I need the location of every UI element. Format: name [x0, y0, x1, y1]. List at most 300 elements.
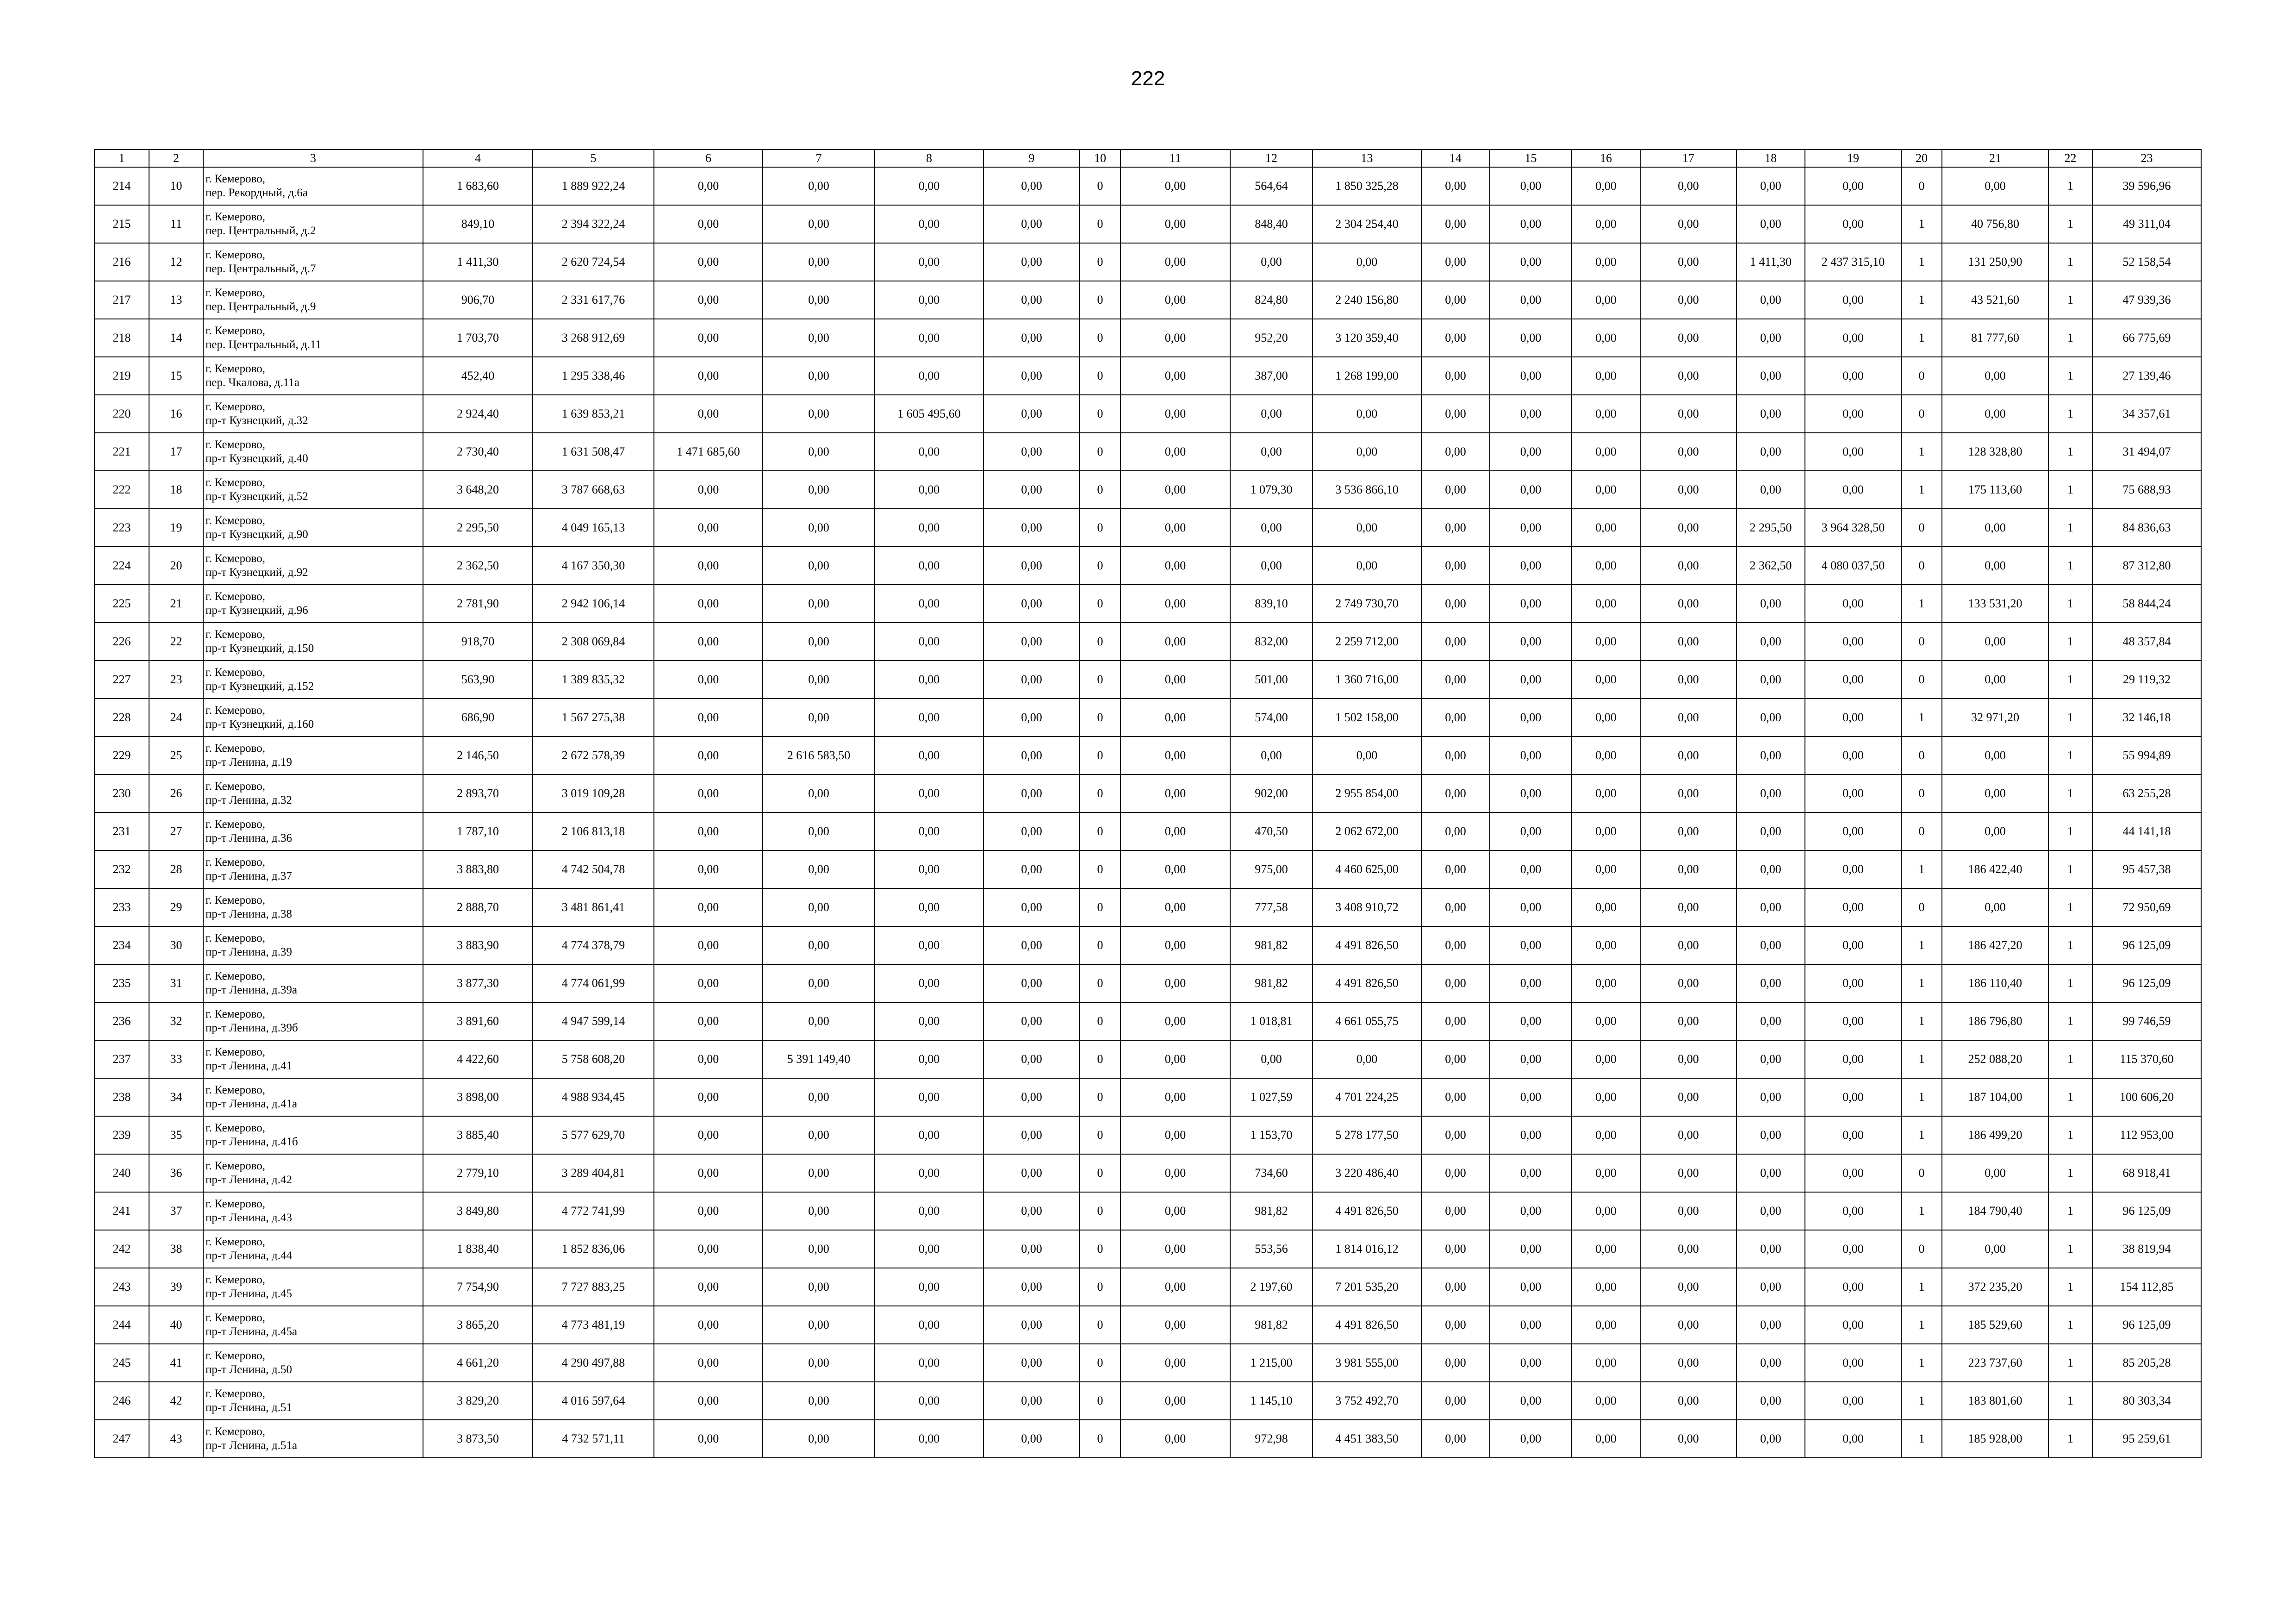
column-header: 11 — [1120, 150, 1230, 167]
table-cell: 0,00 — [1805, 1154, 1901, 1192]
table-cell: 0,00 — [1120, 737, 1230, 775]
table-cell: 75 688,93 — [2092, 471, 2201, 509]
table-cell: 832,00 — [1230, 623, 1313, 661]
table-cell: 0,00 — [1805, 1192, 1901, 1230]
table-cell: 0,00 — [1572, 623, 1640, 661]
table-cell: 0,00 — [1490, 1306, 1572, 1344]
table-cell: 240 — [94, 1154, 149, 1192]
table-cell: 0,00 — [1313, 509, 1421, 547]
table-cell: 218 — [94, 319, 149, 357]
table-cell: 1 — [2048, 205, 2092, 243]
table-cell: 1 — [2048, 1344, 2092, 1382]
address-cell: г. Кемерово, пер. Центральный, д.11 — [203, 319, 423, 357]
table-cell: 1 — [2048, 1154, 2092, 1192]
table-cell: 0,00 — [654, 243, 763, 281]
table-cell: 115 370,60 — [2092, 1040, 2201, 1078]
table-cell: 0,00 — [1490, 1116, 1572, 1154]
table-cell: 186 422,40 — [1942, 850, 2048, 888]
table-cell: 0,00 — [1572, 433, 1640, 471]
table-cell: 40 — [149, 1306, 203, 1344]
table-row — [94, 471, 2201, 509]
table-cell: 0,00 — [1736, 1078, 1805, 1116]
table-cell: 230 — [94, 775, 149, 812]
table-cell: 0,00 — [1805, 812, 1901, 850]
table-row — [94, 1002, 2201, 1040]
table-cell: 222 — [94, 471, 149, 509]
table-cell: 981,82 — [1230, 926, 1313, 964]
table-cell: 0,00 — [1490, 850, 1572, 888]
table-cell: 0,00 — [875, 661, 983, 699]
table-cell: 0,00 — [983, 1268, 1080, 1306]
table-cell: 1 852 836,06 — [533, 1230, 654, 1268]
table-cell: 35 — [149, 1116, 203, 1154]
table-cell: 0,00 — [763, 623, 875, 661]
table-cell: 3 883,80 — [423, 850, 533, 888]
table-row — [94, 243, 2201, 281]
table-cell: 0,00 — [654, 1116, 763, 1154]
table-cell: 0,00 — [983, 775, 1080, 812]
table-cell: 0,00 — [1736, 1344, 1805, 1382]
table-cell: 4 491 826,50 — [1313, 1306, 1421, 1344]
table-cell: 0,00 — [1421, 1268, 1490, 1306]
table-cell: 0,00 — [1805, 699, 1901, 737]
table-cell: 252 088,20 — [1942, 1040, 2048, 1078]
table-cell: 39 — [149, 1268, 203, 1306]
table-cell: 0,00 — [1490, 964, 1572, 1002]
table-cell: 981,82 — [1230, 1306, 1313, 1344]
table-cell: 0,00 — [983, 1306, 1080, 1344]
table-cell: 0,00 — [1572, 1230, 1640, 1268]
table-cell: 27 139,46 — [2092, 357, 2201, 395]
table-cell: 7 201 535,20 — [1313, 1268, 1421, 1306]
table-cell: 0,00 — [763, 1192, 875, 1230]
table-row — [94, 1268, 2201, 1306]
table-cell: 49 311,04 — [2092, 205, 2201, 243]
table-cell: 918,70 — [423, 623, 533, 661]
table-cell: 5 278 177,50 — [1313, 1116, 1421, 1154]
table-cell: 1 — [1901, 205, 1942, 243]
table-cell: 1 — [2048, 585, 2092, 623]
address-cell: г. Кемерово, пр-т Ленина, д.41а — [203, 1078, 423, 1116]
table-cell: 0,00 — [1490, 547, 1572, 585]
table-cell: 1 — [2048, 964, 2092, 1002]
table-cell: 0,00 — [1640, 585, 1736, 623]
table-cell: 7 727 883,25 — [533, 1268, 654, 1306]
table-cell: 1 838,40 — [423, 1230, 533, 1268]
table-cell: 217 — [94, 281, 149, 319]
table-cell: 4 732 571,11 — [533, 1420, 654, 1458]
table-cell: 1 — [2048, 775, 2092, 812]
address-cell: г. Кемерово, пр-т Ленина, д.19 — [203, 737, 423, 775]
column-header: 23 — [2092, 150, 2201, 167]
table-cell: 0,00 — [1736, 1268, 1805, 1306]
table-cell: 1 268 199,00 — [1313, 357, 1421, 395]
column-header: 21 — [1942, 150, 2048, 167]
table-cell: 14 — [149, 319, 203, 357]
table-cell: 31 — [149, 964, 203, 1002]
table-cell: 68 918,41 — [2092, 1154, 2201, 1192]
column-header: 15 — [1490, 150, 1572, 167]
column-header: 14 — [1421, 150, 1490, 167]
table-row — [94, 1344, 2201, 1382]
column-header: 9 — [983, 150, 1080, 167]
table-cell: 0,00 — [983, 395, 1080, 433]
table-cell: 0,00 — [1490, 812, 1572, 850]
table-cell: 0,00 — [1120, 1230, 1230, 1268]
table-cell: 0,00 — [1490, 395, 1572, 433]
table-cell: 0,00 — [1572, 1002, 1640, 1040]
table-cell: 241 — [94, 1192, 149, 1230]
table-cell: 0,00 — [1736, 281, 1805, 319]
table-cell: 186 499,20 — [1942, 1116, 2048, 1154]
table-cell: 0,00 — [875, 888, 983, 926]
table-cell: 1 215,00 — [1230, 1344, 1313, 1382]
table-cell: 0,00 — [1490, 1268, 1572, 1306]
table-cell: 30 — [149, 926, 203, 964]
table-cell: 0,00 — [763, 281, 875, 319]
table-row — [94, 281, 2201, 319]
table-cell: 0,00 — [1736, 888, 1805, 926]
address-cell: г. Кемерово, пр-т Ленина, д.42 — [203, 1154, 423, 1192]
table-cell: 0,00 — [1120, 1078, 1230, 1116]
table-cell: 1 — [2048, 433, 2092, 471]
table-cell: 3 787 668,63 — [533, 471, 654, 509]
table-cell: 0,00 — [1942, 888, 2048, 926]
table-cell: 0,00 — [1736, 661, 1805, 699]
table-cell: 3 883,90 — [423, 926, 533, 964]
table-cell: 3 873,50 — [423, 1420, 533, 1458]
table-cell: 0,00 — [875, 1420, 983, 1458]
table-row — [94, 926, 2201, 964]
table-cell: 1 502 158,00 — [1313, 699, 1421, 737]
table-cell: 186 110,40 — [1942, 964, 2048, 1002]
table-cell: 3 752 492,70 — [1313, 1382, 1421, 1420]
table-cell: 0,00 — [1736, 1306, 1805, 1344]
table-cell: 39 596,96 — [2092, 167, 2201, 205]
table-cell: 0,00 — [1736, 812, 1805, 850]
table-cell: 0,00 — [763, 850, 875, 888]
table-cell: 4 661,20 — [423, 1344, 533, 1382]
table-cell: 0 — [1080, 661, 1120, 699]
column-header: 6 — [654, 150, 763, 167]
table-cell: 0,00 — [1120, 243, 1230, 281]
table-cell: 0 — [1901, 357, 1942, 395]
table-cell: 0,00 — [1805, 471, 1901, 509]
table-cell: 1 471 685,60 — [654, 433, 763, 471]
table-cell: 0,00 — [1640, 1268, 1736, 1306]
table-cell: 0,00 — [1805, 281, 1901, 319]
table-cell: 0,00 — [1736, 737, 1805, 775]
table-cell: 84 836,63 — [2092, 509, 2201, 547]
table-cell: 183 801,60 — [1942, 1382, 2048, 1420]
table-cell: 0,00 — [654, 623, 763, 661]
table-cell: 0,00 — [654, 699, 763, 737]
address-cell: г. Кемерово, пр-т Ленина, д.32 — [203, 775, 423, 812]
column-header: 22 — [2048, 150, 2092, 167]
table-cell: 72 950,69 — [2092, 888, 2201, 926]
table-cell: 184 790,40 — [1942, 1192, 2048, 1230]
table-row — [94, 1230, 2201, 1268]
table-cell: 0,00 — [1640, 319, 1736, 357]
table-cell: 0,00 — [983, 964, 1080, 1002]
table-cell: 0,00 — [763, 547, 875, 585]
table-cell: 38 819,94 — [2092, 1230, 2201, 1268]
table-cell: 0,00 — [875, 699, 983, 737]
table-cell: 19 — [149, 509, 203, 547]
table-cell: 4 290 497,88 — [533, 1344, 654, 1382]
table-cell: 0,00 — [875, 1002, 983, 1040]
table-cell: 1 — [2048, 737, 2092, 775]
table-cell: 0,00 — [654, 509, 763, 547]
table-row — [94, 1040, 2201, 1078]
table-cell: 0,00 — [1572, 1116, 1640, 1154]
table-cell: 0,00 — [983, 509, 1080, 547]
table-cell: 0,00 — [875, 433, 983, 471]
table-cell: 0,00 — [1942, 357, 2048, 395]
table-row — [94, 1420, 2201, 1458]
table-cell: 243 — [94, 1268, 149, 1306]
table-cell: 0,00 — [1572, 1040, 1640, 1078]
table-cell: 0,00 — [1421, 1040, 1490, 1078]
table-cell: 228 — [94, 699, 149, 737]
table-cell: 2 888,70 — [423, 888, 533, 926]
table-cell: 237 — [94, 1040, 149, 1078]
table-cell: 2 616 583,50 — [763, 737, 875, 775]
table-cell: 0,00 — [1490, 585, 1572, 623]
table-cell: 0,00 — [1805, 850, 1901, 888]
table-cell: 1 — [2048, 167, 2092, 205]
table-cell: 0,00 — [1640, 1420, 1736, 1458]
table-cell: 0,00 — [763, 585, 875, 623]
table-cell: 3 481 861,41 — [533, 888, 654, 926]
table-cell: 0,00 — [1572, 1268, 1640, 1306]
table-cell: 0,00 — [1230, 737, 1313, 775]
table-cell: 0,00 — [983, 471, 1080, 509]
table-cell: 0,00 — [654, 737, 763, 775]
table-cell: 96 125,09 — [2092, 1306, 2201, 1344]
table-cell: 44 141,18 — [2092, 812, 2201, 850]
table-cell: 43 521,60 — [1942, 281, 2048, 319]
table-cell: 0,00 — [1120, 1040, 1230, 1078]
table-cell: 452,40 — [423, 357, 533, 395]
table-cell: 0,00 — [1942, 1230, 2048, 1268]
table-cell: 3 964 328,50 — [1805, 509, 1901, 547]
table-cell: 0,00 — [1120, 1344, 1230, 1382]
table-cell: 12 — [149, 243, 203, 281]
table-cell: 1 605 495,60 — [875, 395, 983, 433]
table-cell: 1 — [1901, 926, 1942, 964]
table-cell: 0,00 — [875, 319, 983, 357]
table-cell: 0,00 — [1490, 509, 1572, 547]
table-cell: 0,00 — [654, 1268, 763, 1306]
table-cell: 0,00 — [1421, 547, 1490, 585]
address-cell: г. Кемерово, пр-т Ленина, д.41 — [203, 1040, 423, 1078]
table-cell: 2 781,90 — [423, 585, 533, 623]
table-cell: 185 529,60 — [1942, 1306, 2048, 1344]
table-cell: 0,00 — [654, 167, 763, 205]
column-header: 4 — [423, 150, 533, 167]
table-cell: 0,00 — [1572, 812, 1640, 850]
table-cell: 0,00 — [1640, 167, 1736, 205]
table-cell: 0,00 — [763, 699, 875, 737]
table-cell: 4 772 741,99 — [533, 1192, 654, 1230]
table-cell: 2 146,50 — [423, 737, 533, 775]
table-cell: 0,00 — [1640, 1040, 1736, 1078]
table-cell: 4 491 826,50 — [1313, 1192, 1421, 1230]
table-cell: 0,00 — [983, 1116, 1080, 1154]
table-cell: 133 531,20 — [1942, 585, 2048, 623]
table-cell: 0,00 — [1640, 623, 1736, 661]
table-row — [94, 699, 2201, 737]
table-cell: 0,00 — [875, 737, 983, 775]
table-cell: 21 — [149, 585, 203, 623]
table-cell: 232 — [94, 850, 149, 888]
table-cell: 1 — [1901, 699, 1942, 737]
table-cell: 0,00 — [1640, 926, 1736, 964]
table-cell: 1 — [1901, 1420, 1942, 1458]
table-cell: 2 362,50 — [1736, 547, 1805, 585]
table-cell: 849,10 — [423, 205, 533, 243]
table-cell: 0,00 — [763, 926, 875, 964]
table-cell: 154 112,85 — [2092, 1268, 2201, 1306]
table-cell: 2 240 156,80 — [1313, 281, 1421, 319]
table-cell: 17 — [149, 433, 203, 471]
table-cell: 0,00 — [1313, 1040, 1421, 1078]
table-cell: 0,00 — [1942, 395, 2048, 433]
table-cell: 1 — [2048, 888, 2092, 926]
table-cell: 4 742 504,78 — [533, 850, 654, 888]
table-cell: 0 — [1080, 319, 1120, 357]
address-cell: г. Кемерово, пр-т Кузнецкий, д.32 — [203, 395, 423, 433]
table-cell: 0,00 — [763, 471, 875, 509]
table-cell: 4 491 826,50 — [1313, 964, 1421, 1002]
table-cell: 0,00 — [1805, 1306, 1901, 1344]
table-cell: 0,00 — [983, 888, 1080, 926]
address-cell: г. Кемерово, пер. Центральный, д.9 — [203, 281, 423, 319]
table-cell: 0,00 — [1490, 1420, 1572, 1458]
table-cell: 0,00 — [1572, 1154, 1640, 1192]
table-cell: 0,00 — [875, 167, 983, 205]
table-row — [94, 1306, 2201, 1344]
table-cell: 0,00 — [1805, 433, 1901, 471]
table-cell: 0,00 — [1490, 281, 1572, 319]
table-cell: 0,00 — [654, 661, 763, 699]
table-cell: 972,98 — [1230, 1420, 1313, 1458]
table-cell: 0,00 — [1572, 395, 1640, 433]
table-cell: 0 — [1080, 850, 1120, 888]
table-cell: 839,10 — [1230, 585, 1313, 623]
table-cell: 0,00 — [1736, 167, 1805, 205]
table-cell: 0,00 — [1736, 357, 1805, 395]
table-cell: 1 — [1901, 964, 1942, 1002]
table-cell: 0,00 — [1490, 433, 1572, 471]
table-cell: 47 939,36 — [2092, 281, 2201, 319]
table-cell: 0,00 — [1805, 1040, 1901, 1078]
table-cell: 238 — [94, 1078, 149, 1116]
table-cell: 1 145,10 — [1230, 1382, 1313, 1420]
table-cell: 38 — [149, 1230, 203, 1268]
address-cell: г. Кемерово, пр-т Ленина, д.39 — [203, 926, 423, 964]
table-cell: 0,00 — [875, 812, 983, 850]
table-cell: 0,00 — [1230, 547, 1313, 585]
table-cell: 0,00 — [1421, 812, 1490, 850]
table-cell: 0,00 — [1313, 243, 1421, 281]
table-cell: 0,00 — [763, 964, 875, 1002]
table-cell: 0,00 — [875, 1078, 983, 1116]
table-cell: 0,00 — [1490, 205, 1572, 243]
table-cell: 0,00 — [1120, 1116, 1230, 1154]
table-cell: 0,00 — [654, 319, 763, 357]
table-cell: 0,00 — [763, 243, 875, 281]
table-cell: 0,00 — [763, 775, 875, 812]
table-cell: 242 — [94, 1230, 149, 1268]
table-cell: 906,70 — [423, 281, 533, 319]
table-cell: 0,00 — [1490, 1382, 1572, 1420]
table-cell: 4 080 037,50 — [1805, 547, 1901, 585]
table-cell: 0 — [1901, 812, 1942, 850]
table-cell: 4 661 055,75 — [1313, 1002, 1421, 1040]
table-cell: 2 955 854,00 — [1313, 775, 1421, 812]
table-cell: 0 — [1080, 1420, 1120, 1458]
table-cell: 1 — [2048, 547, 2092, 585]
table-row — [94, 623, 2201, 661]
table-row — [94, 1078, 2201, 1116]
table-cell: 2 620 724,54 — [533, 243, 654, 281]
table-cell: 0,00 — [1736, 585, 1805, 623]
table-cell: 0,00 — [1421, 623, 1490, 661]
table-row — [94, 964, 2201, 1002]
table-cell: 0,00 — [875, 1116, 983, 1154]
table-cell: 0,00 — [1421, 395, 1490, 433]
table-cell: 31 494,07 — [2092, 433, 2201, 471]
table-cell: 0,00 — [1490, 737, 1572, 775]
table-row — [94, 509, 2201, 547]
table-cell: 0,00 — [983, 357, 1080, 395]
table-cell: 58 844,24 — [2092, 585, 2201, 623]
table-cell: 0,00 — [875, 623, 983, 661]
table-cell: 0,00 — [1421, 1002, 1490, 1040]
table-cell: 0,00 — [1736, 623, 1805, 661]
column-header: 1 — [94, 150, 149, 167]
table-cell: 0,00 — [1490, 319, 1572, 357]
table-cell: 27 — [149, 812, 203, 850]
table-cell: 0,00 — [654, 1078, 763, 1116]
table-cell: 1 295 338,46 — [533, 357, 654, 395]
table-cell: 0,00 — [1572, 1420, 1640, 1458]
table-cell: 225 — [94, 585, 149, 623]
table-cell: 0,00 — [1942, 623, 2048, 661]
table-cell: 33 — [149, 1040, 203, 1078]
table-cell: 0,00 — [1490, 1192, 1572, 1230]
table-cell: 501,00 — [1230, 661, 1313, 699]
table-row — [94, 775, 2201, 812]
table-cell: 3 648,20 — [423, 471, 533, 509]
table-cell: 0 — [1080, 243, 1120, 281]
table-cell: 0,00 — [875, 1040, 983, 1078]
table-cell: 0,00 — [1120, 509, 1230, 547]
table-cell: 0,00 — [1805, 1002, 1901, 1040]
table-cell: 0,00 — [1120, 1154, 1230, 1192]
table-cell: 470,50 — [1230, 812, 1313, 850]
table-cell: 0,00 — [983, 1154, 1080, 1192]
table-cell: 0,00 — [1736, 319, 1805, 357]
table-cell: 0,00 — [1490, 243, 1572, 281]
table-cell: 0 — [1901, 1154, 1942, 1192]
table-cell: 0,00 — [1640, 1078, 1736, 1116]
table-cell: 0,00 — [1640, 281, 1736, 319]
table-cell: 219 — [94, 357, 149, 395]
table-row — [94, 812, 2201, 850]
